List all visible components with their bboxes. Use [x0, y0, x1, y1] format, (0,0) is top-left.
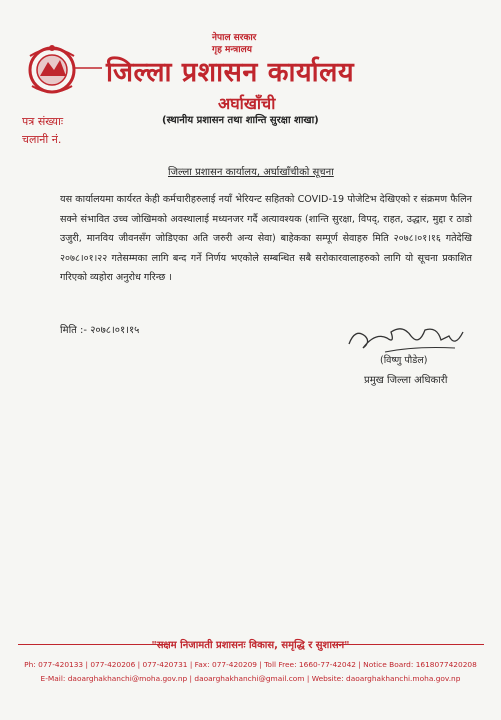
district-name: अर्घाखाँची [218, 94, 276, 113]
office-title: जिल्ला प्रशासन कार्यालय [106, 57, 355, 88]
letter-number-label: पत्र संख्याः [22, 115, 64, 128]
section-name: (स्थानीय प्रशासन तथा शान्ति सुरक्षा शाखा) [162, 115, 319, 126]
notice-body: यस कार्यालयमा कार्यरत केही कर्मचारीहरुलाई नयाँ भेरियन्ट सहितको COVID-19 पोजेटिभ देखिएको र संक्रमण फैलिन सक्ने संभावित उच्च जोखिमको अवस्थालाई मध्यनजर गर्दै अत्यावश्यक (शान्ति सुरक्षा, विपद्, राहत, उद्धार, मुद्दा र ठाडो उजुरी, मानविय जीवनसँग जोडिएका अति जरुरी अन्य सेवा) बाहेकका सम्पूर्ण सेवाहरु मिति २०७८।०१।१६ गतेदेखि २०७८।०१।२२ गतेसम्मका लागि बन्द गर्ने निर्णय भएकोले सम्बन्धित सबै सरोकारवालाहरुको लागि यो सूचना प्रकाशित गरिएको व्यहोरा अनुरोध गरिन्छ । [60, 194, 472, 283]
footer-motto: "सक्षम निजामती प्रशासनः विकास, समृद्धि र सुशासन" [151, 640, 350, 651]
signatory-title: प्रमुख जिल्ला अधिकारी [364, 375, 448, 386]
notice-subject: जिल्ला प्रशासन कार्यालय, अर्घाखाँचीको सूचना [168, 167, 334, 178]
notice-date: मिति :- २०७८।०१।१५ [60, 325, 140, 336]
dispatch-number-label: चलानी नं. [22, 133, 62, 146]
signatory-name: (विष्णु पौडेल) [380, 355, 428, 366]
government-label: नेपाल सरकार [212, 33, 257, 43]
ministry-label: गृह मन्त्रालय [212, 45, 252, 55]
footer-phone-line: Ph: 077-420133 | 077-420206 | 077-420731 | Fax: 077-420209 | Toll Free: 1660-77-42042 | Notice Board: 1618077420208 [24, 660, 477, 669]
nepal-emblem-icon [24, 38, 106, 100]
footer-email-line: E-Mail: daoarghakhanchi@moha.gov.np | daoarghakhanchi@gmail.com | Website: daoarghakhanchi.moha.gov.np [40, 674, 461, 683]
